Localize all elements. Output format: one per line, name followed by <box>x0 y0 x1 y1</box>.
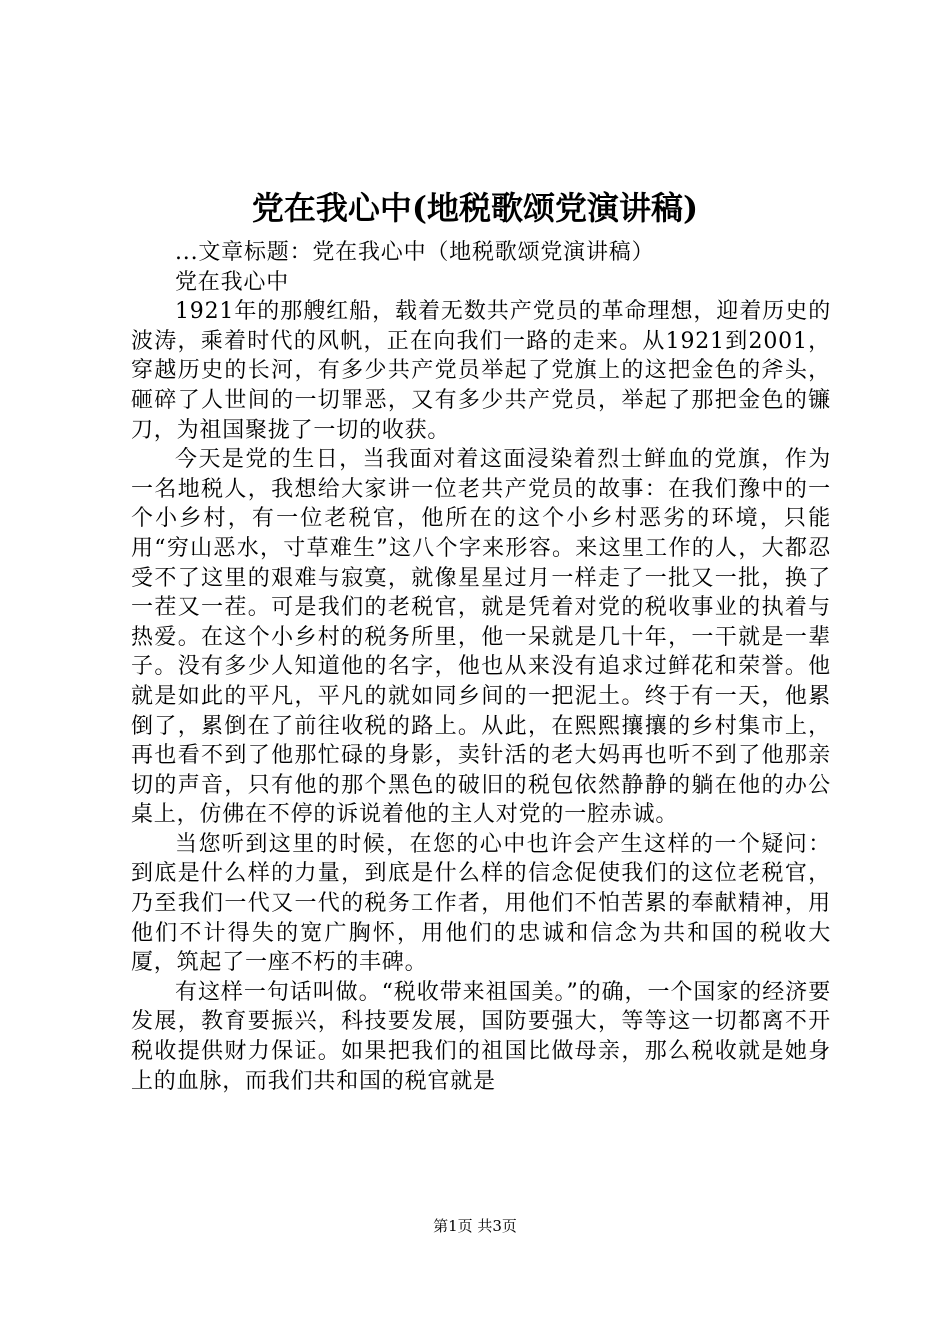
paragraph-4: 有这样一句话叫做。“税收带来祖国美。”的确，一个国家的经济要发展，教育要振兴，科技要发展，国防要强大，等等这一切都离不开税收提供财力保证。如果把我们的祖国比做母亲，那么税收就是她身上的血脉，而我们共和国的税官就是 <box>131 979 831 1094</box>
page-number-footer: 第1页 共3页 <box>433 1217 517 1235</box>
document-body <box>131 238 831 1096</box>
paragraph-2: 今天是党的生日，当我面对着这面浸染着烈士鲜血的党旗，作为一名地税人，我想给大家讲一位老共产党员的故事：在我们豫中的一个小乡村，有一位老税官，他所在的这个小乡村恶劣的环境，只能用“穷山恶水，寸草难生”这八个字来形容。来这里工作的人，大都忍受不了这里的艰难与寂寞，就像星星过月一样走了一批又一批，换了一茬又一茬。可是我们的老税官，就是凭着对党的税收事业的执着与热爱。在这个小乡村的税务所里，他一呆就是几十年，一干就是一辈子。没有多少人知道他的名字，他也从来没有追求过鲜花和荣誉。他就是如此的平凡，平凡的就如同乡间的一把泥土。终于有一天，他累倒了，累倒在了前往收税的路上。从此，在熙熙攘攘的乡村集市上，再也看不到了他那忙碌的身影，卖针活的老大妈再也听不到了他那亲切的声音，只有他的那个黑色的破旧的税包依然静静的躺在他的办公桌上，仿佛在不停的诉说着他的主人对党的一腔赤诚。 <box>131 447 831 828</box>
speech-subtitle: 党在我心中 <box>175 269 290 295</box>
document-title: 党在我心中(地税歌颂党演讲稿) <box>251 189 699 227</box>
paragraph-1: 1921年的那艘红船，载着无数共产党员的革命理想，迎着历史的波涛，乘着时代的风帆，正在向我们一路的走来。从1921到2001，穿越历史的长河，有多少共产党员举起了党旗上的这把金色的斧头，砸碎了人世间的一切罪恶，又有多少共产党员，举起了那把金色的镰刀，为祖国聚拢了一切的收获。 <box>131 299 831 443</box>
article-title-line: ...文章标题：党在我心中（地税歌颂党演讲稿） <box>175 240 655 265</box>
paragraph-3: 当您听到这里的时候，在您的心中也许会产生这样的一个疑问：到底是什么样的力量，到底是什么样的信念促使我们的这位老税官，乃至我们一代又一代的税务工作者，用他们不怕苦累的奉献精神，用他们不计得失的宽广胸怀，用他们的忠诚和信念为共和国的税收大厦，筑起了一座不朽的丰碑。 <box>131 831 831 976</box>
